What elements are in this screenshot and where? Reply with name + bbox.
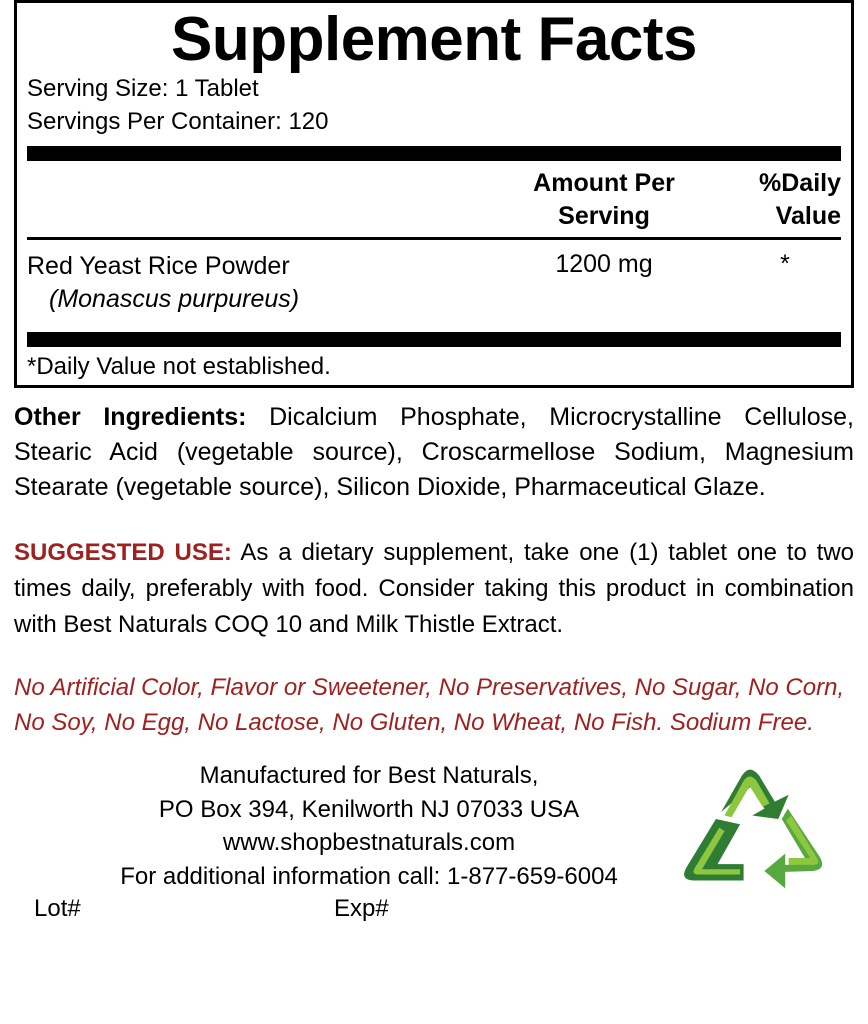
panel-divider-thick-top	[27, 146, 841, 161]
daily-value-footnote: *Daily Value not established.	[27, 352, 331, 380]
address-line: PO Box 394, Kenilworth NJ 07033 USA	[158, 795, 580, 823]
column-header-daily-value	[729, 167, 841, 233]
expiry-field: Exp#	[334, 895, 389, 923]
column-header-dv-line1: %Daily	[759, 168, 841, 197]
panel-divider-thick-bottom	[27, 332, 841, 347]
ingredient-latin-name: (Monascus purpureus)	[49, 284, 300, 313]
recycle-icon	[664, 767, 844, 897]
suggested-use-heading: SUGGESTED USE:	[14, 538, 232, 566]
column-header-amount-line1: Amount Per	[533, 168, 675, 197]
manufacturer-line: Manufactured for Best Naturals,	[199, 761, 539, 789]
servings-per-container: Servings Per Container: 120	[27, 107, 329, 135]
other-ingredients-text: Dicalcium Phosphate, Microcrystalline Cellulose, Stearic Acid (vegetable source), Croscarmellose Sodium, Magnesium Stearate (vegetable source), Silicon Dioxide, Pharmaceutical Glaze.	[14, 402, 855, 501]
ingredient-daily-value: *	[780, 249, 790, 278]
table-row	[27, 240, 841, 324]
phone-line: For additional information call: 1-877-659-6004	[120, 862, 618, 890]
ingredient-amount: 1200 mg	[555, 249, 653, 278]
free-from-claims: No Artificial Color, Flavor or Sweetener, No Preservatives, No Sugar, No Corn, No Soy, No Egg, No Lactose, No Gluten, No Wheat, No Fish. Sodium Free.	[14, 673, 845, 737]
suggested-use-text: As a dietary supplement, take one (1) tablet one to two times daily, preferably with food. Consider taking this product in combination with Best Naturals COQ 10 and Milk Thistle Extract.	[14, 538, 854, 639]
column-header-amount-line2: Serving	[558, 201, 650, 230]
suggested-use	[14, 535, 854, 644]
ingredient-name: Red Yeast Rice Powder	[27, 251, 290, 280]
page-title: Supplement Facts	[171, 5, 697, 74]
supplement-facts-panel	[14, 0, 854, 388]
column-header-amount	[479, 167, 729, 233]
lot-exp-block	[14, 895, 854, 923]
website-line: www.shopbestnaturals.com	[222, 829, 516, 857]
other-ingredients	[14, 400, 854, 505]
serving-size: Serving Size: 1 Tablet	[27, 75, 259, 103]
footer	[14, 759, 854, 923]
column-header-dv-line2: Value	[775, 201, 841, 230]
ingredient-name-cell	[27, 250, 479, 316]
other-ingredients-heading: Other Ingredients:	[14, 402, 247, 431]
lot-number-field: Lot#	[34, 895, 81, 923]
panel-column-headers	[27, 161, 841, 237]
